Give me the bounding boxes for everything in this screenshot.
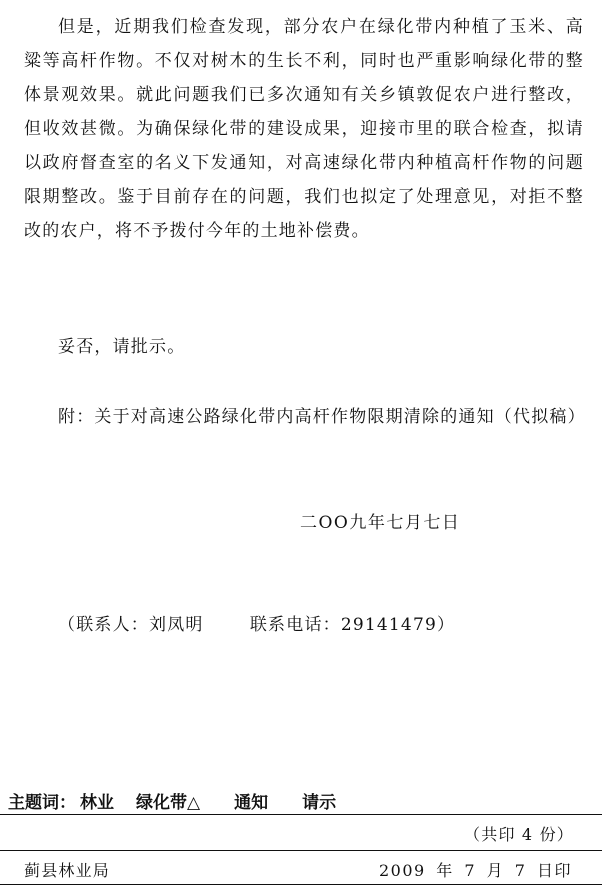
attachment-note: 附：关于对高速公路绿化带内高杆作物限期清除的通知（代拟稿） [58, 407, 586, 427]
keyword-notice: 通知 [234, 793, 269, 813]
copies-count: （共印 4 份） [464, 825, 574, 844]
reply-request: 妥否，请批示。 [58, 337, 186, 357]
keyword-request: 请示 [302, 793, 337, 813]
divider-top [0, 814, 602, 815]
body-paragraph [24, 10, 584, 248]
contact-line [58, 610, 455, 635]
subject-keywords [8, 788, 336, 813]
issuing-office: 蓟县林业局 [24, 861, 111, 880]
print-date: 2009 年 7 月 7 日印 [378, 861, 572, 880]
subject-label: 主题词： [8, 793, 76, 813]
document-date: 二OO九年七月七日 [300, 513, 461, 533]
contact-person: （联系人：刘凤明 [58, 615, 204, 635]
divider-middle [0, 850, 602, 851]
keyword-forestry: 林业 [80, 793, 114, 813]
main-paragraph: 但是，近期我们检查发现，部分农户在绿化带内种植了玉米、高粱等高杆作物。不仅对树木的生长不利，同时也严重影响绿化带的整体景观效果。就此问题我们已多次通知有关乡镇敦促农户进行整改，但收效甚微。为确保绿化带的建设成果，迎接市里的联合检查，拟请以政府督查室的名义下发通知，对高速绿化带内种植高杆作物的问题限期整改。鉴于目前存在的问题，我们也拟定了处理意见，对拒不整改的农户，将不予拨付今年的土地补偿费。 [24, 17, 584, 241]
contact-phone: 联系电话：29141479） [249, 615, 456, 635]
keyword-greenbelt: 绿化带△ [136, 793, 201, 813]
